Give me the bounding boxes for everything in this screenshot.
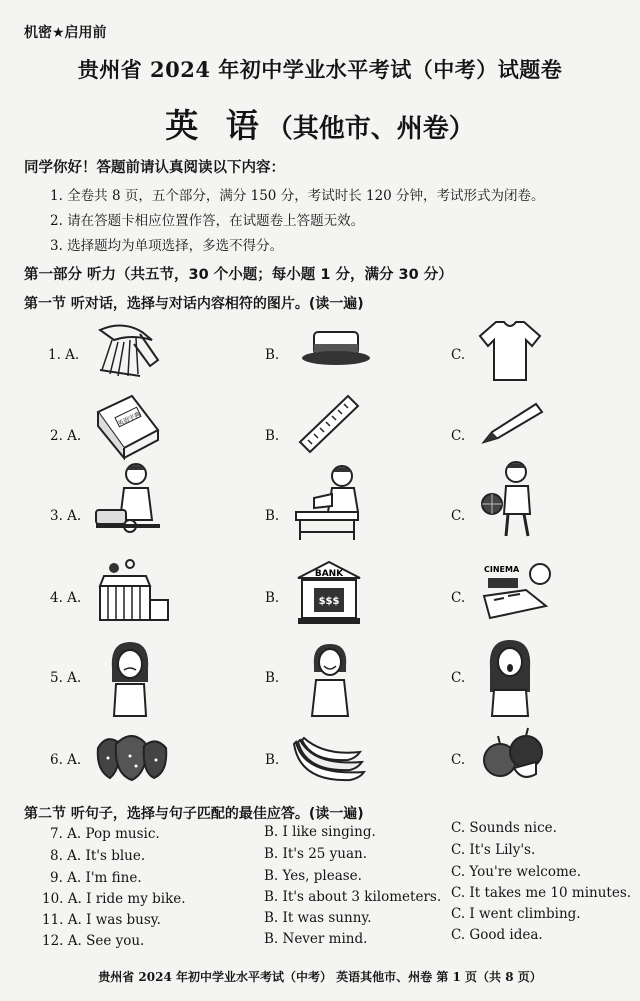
q10-option-c: C. It takes me 10 minutes. bbox=[451, 885, 632, 901]
q1-option-c-label: C. bbox=[451, 347, 466, 363]
surprised-girl-icon bbox=[480, 636, 540, 718]
bank-symbol-text: $$$ bbox=[318, 596, 340, 607]
q5-option-c-label: C. bbox=[451, 670, 466, 686]
q4-option-a-label: 4. A. bbox=[50, 590, 82, 606]
reading-boy-icon bbox=[292, 462, 372, 542]
q10-option-b: B. It's about 3 kilometers. bbox=[264, 889, 442, 905]
happy-girl-icon bbox=[300, 640, 360, 720]
tshirt-icon bbox=[478, 318, 542, 384]
strawberries-icon bbox=[92, 728, 172, 784]
q1-option-a-label: 1. A. bbox=[48, 347, 80, 363]
q7-option-c: C. Sounds nice. bbox=[451, 820, 557, 836]
q6-option-a-label: 6. A. bbox=[50, 752, 82, 768]
instruction-item: 1. 全卷共 8 页，五个部分，满分 150 分，考试时长 120 分钟，考试形式为闭卷。 bbox=[50, 188, 545, 204]
q4-option-c-label: C. bbox=[451, 590, 466, 606]
basketball-boy-icon bbox=[478, 460, 544, 540]
subject-scope: （其他市、州卷） bbox=[266, 114, 475, 144]
q9-option-c: C. You're welcome. bbox=[451, 864, 582, 880]
q4-option-b-label: B. bbox=[265, 590, 280, 606]
q11-option-c: C. I went climbing. bbox=[451, 906, 581, 922]
subject-heading bbox=[0, 100, 640, 147]
subject-name: 英 语 bbox=[165, 106, 267, 145]
market-icon bbox=[90, 556, 172, 626]
ruler-icon bbox=[296, 392, 362, 458]
section1-title: 第一节 听对话，选择与对话内容相符的图片。(读一遍) bbox=[24, 296, 364, 312]
q2-option-b-label: B. bbox=[265, 428, 280, 444]
instruction-item: 2. 请在答题卡相应位置作答，在试题卷上答题无效。 bbox=[50, 213, 365, 229]
q8-option-b: B. It's 25 yuan. bbox=[264, 846, 368, 862]
pencil-icon bbox=[478, 398, 548, 448]
q3-option-b-label: B. bbox=[265, 508, 280, 524]
page-footer: 贵州省 2024 年初中学业水平考试（中考） 英语其他市、州卷 第 1 页（共 8 页） bbox=[98, 970, 542, 984]
q10-option-a: 10. A. I ride my bike. bbox=[42, 891, 186, 907]
apples-icon bbox=[478, 726, 550, 786]
q2-option-c-label: C. bbox=[451, 428, 466, 444]
section2-title: 第二节 听句子，选择与句子匹配的最佳应答。(读一遍) bbox=[24, 806, 364, 822]
q12-option-c: C. Good idea. bbox=[451, 927, 543, 943]
instruction-item: 3. 选择题均为单项选择，多选不得分。 bbox=[50, 238, 284, 254]
q3-option-a-label: 3. A. bbox=[50, 508, 82, 524]
hat-icon bbox=[300, 326, 370, 372]
instructions-greeting: 同学你好！答题前请认真阅读以下内容： bbox=[24, 160, 285, 176]
cinema-sign-text: CINEMA bbox=[484, 565, 520, 574]
q9-option-b: B. Yes, please. bbox=[264, 868, 362, 884]
q3-option-c-label: C. bbox=[451, 508, 466, 524]
q1-option-b-label: B. bbox=[265, 347, 280, 363]
q11-option-b: B. It was sunny. bbox=[264, 910, 372, 926]
q6-option-b-label: B. bbox=[265, 752, 280, 768]
exam-title: 贵州省 2024 年初中学业水平考试（中考）试题卷 bbox=[77, 57, 563, 82]
part1-title: 第一部分 听力（共五节，30 个小题；每小题 1 分，满分 30 分） bbox=[24, 267, 453, 283]
q2-option-a-label: 2. A. bbox=[50, 428, 82, 444]
q7-option-a: 7. A. Pop music. bbox=[50, 826, 160, 842]
q6-option-c-label: C. bbox=[451, 752, 466, 768]
q11-option-a: 11. A. I was busy. bbox=[42, 912, 161, 928]
q12-option-a: 12. A. See you. bbox=[42, 933, 145, 949]
bank-sign-text: BANK bbox=[314, 569, 344, 579]
bank-icon bbox=[294, 558, 364, 626]
q8-option-c: C. It's Lily's. bbox=[451, 842, 536, 858]
q8-option-a: 8. A. It's blue. bbox=[50, 848, 146, 864]
sad-girl-icon bbox=[100, 638, 160, 720]
cooking-boy-icon bbox=[90, 460, 170, 540]
book-cover-text: 英语字典 bbox=[116, 410, 142, 428]
bananas-icon bbox=[290, 732, 370, 786]
q5-option-a-label: 5. A. bbox=[50, 670, 82, 686]
confidential-label: 机密★启用前 bbox=[24, 25, 107, 41]
scarf-icon bbox=[92, 320, 162, 384]
q9-option-a: 9. A. I'm fine. bbox=[50, 870, 142, 886]
q12-option-b: B. Never mind. bbox=[264, 931, 368, 947]
q5-option-b-label: B. bbox=[265, 670, 280, 686]
cinema-icon bbox=[480, 560, 552, 624]
q7-option-b: B. I like singing. bbox=[264, 824, 376, 840]
book-icon bbox=[92, 392, 162, 460]
